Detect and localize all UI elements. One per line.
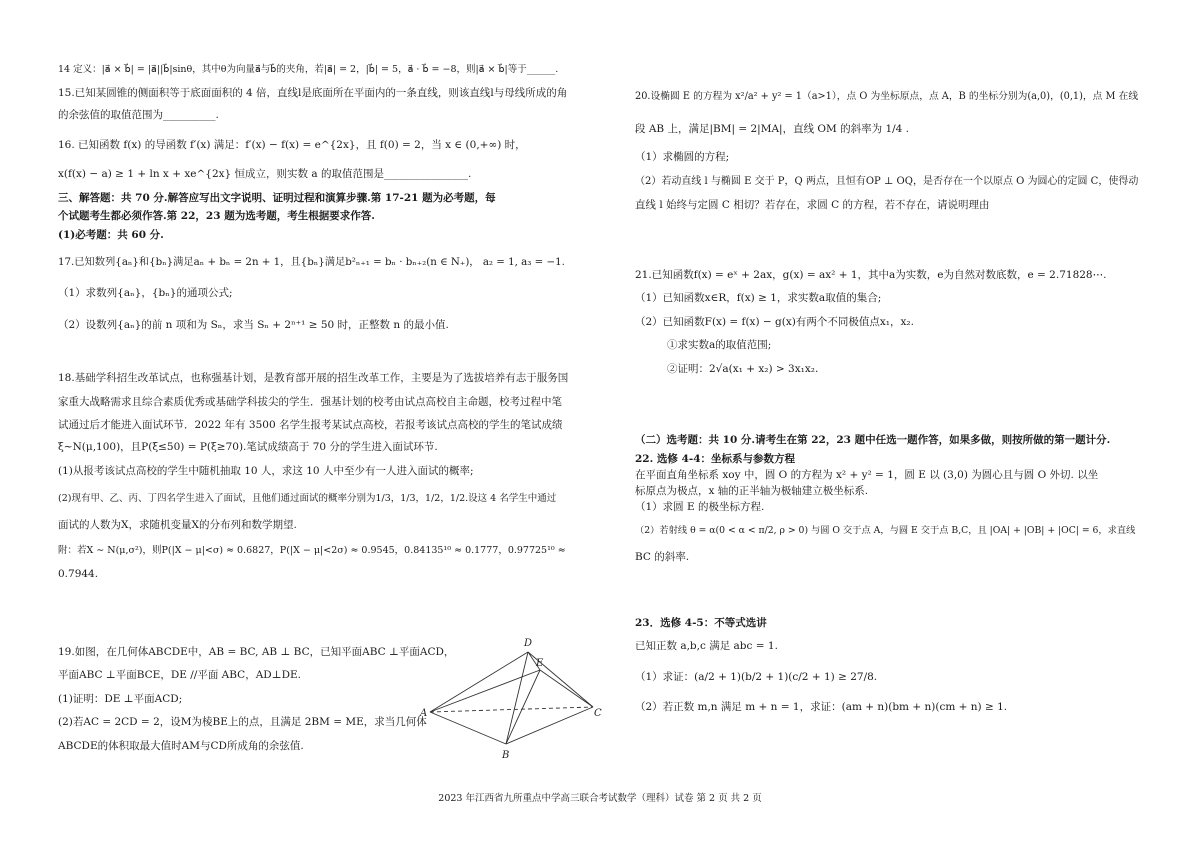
required-questions-heading: (1)必考题：共 60 分. <box>58 229 164 241</box>
label-c: C <box>594 708 602 719</box>
question-20-line-1: 20.设椭圆 E 的方程为 x²/a² + y² = 1（a>1），点 O 为坐标原点，点 A，B 的坐标分别为(a,0)，(0,1)，点 M 在线 <box>635 91 1139 102</box>
question-21-part-2: （2）已知函数F(x) = f(x) − g(x)有两个不同极值点x₁，x₂. <box>635 316 914 328</box>
question-18-part-1: (1)从报考该试点高校的学生中随机抽取 10 人，求这 10 人中至少有一人进入面试的概率; <box>58 465 474 477</box>
edge-ac-hidden <box>430 707 593 712</box>
question-23-condition: 已知正数 a,b,c 满足 abc = 1. <box>635 640 778 652</box>
question-17-part-2: （2）设数列{aₙ}的前 n 项和为 Sₙ，求当 Sₙ + 2ⁿ⁺¹ ≥ 50 时，正整数 n 的最小值. <box>58 319 449 331</box>
question-23-part-1: （1）求证：(a/2 + 1)(b/2 + 1)(c/2 + 1) ≥ 27/8. <box>635 671 878 683</box>
question-22-part-2-cont: BC 的斜率. <box>635 551 690 563</box>
edge-ad <box>430 652 528 712</box>
question-22-part-2: （2）若射线 θ = α(0 < α < π/2, ρ > 0) 与圆 O 交于点 A，与圆 E 交于点 B,C，且 |OA| + |OB| + |OC| = 6，求直线 <box>635 525 1136 536</box>
elective-heading: （二）选考题：共 10 分.请考生在第 22，23 题中任选一题作答，如果多做，则按所做的第一题计分. <box>635 434 1111 446</box>
question-18-line-2: 家重大战略需求且综合素质优秀或基础学科拔尖的学生．强基计划的校考由试点高校自主命题，校考过程中笔 <box>58 396 562 408</box>
edge-ab <box>430 712 506 744</box>
question-21: 21.已知函数f(x) = eˣ + 2ax，g(x) = ax² + 1，其中a为实数，e为自然对数底数，e = 2.71828⋯. <box>635 269 1107 281</box>
page-footer: 2023 年江西省九所重点中学高三联合考试数学（理科）试卷 第 2 页 共 2 页 <box>438 793 762 804</box>
question-18-part-2: (2)现有甲、乙、丙、丁四名学生进入了面试，且他们通过面试的概率分别为1/3，1/3，1/2，1/2.设这 4 名学生中通过 <box>58 493 557 504</box>
question-22-line-2: 标原点为极点，x 轴的正半轴为极轴建立极坐标系. <box>635 485 869 497</box>
question-20-part-1: （1）求椭圆的方程; <box>635 151 730 163</box>
question-22-line-1: 在平面直角坐标系 xoy 中，圆 O 的方程为 x² + y² = 1，圆 E 以 (3,0) 为圆心且与圆 O 外切. 以坐 <box>635 469 1099 481</box>
question-18-appendix: 附：若X ∼ N(μ,σ²)，则P(|X − μ|<σ) ≈ 0.6827，P(|X − μ|<2σ) ≈ 0.9545，0.84135¹⁰ ≈ 0.1777，0.97725¹⁰ ≈ <box>58 545 566 556</box>
question-23-part-2: （2）若正数 m,n 满足 m + n = 1，求证：(am + n)(bm + n)(cm + n) ≥ 1. <box>635 701 1008 713</box>
question-18-line-1: 18.基础学科招生改革试点，也称强基计划，是教育部开展的招生改革工作，主要是为了选拔培养有志于服务国 <box>58 372 569 384</box>
question-18-line-3: 试通过后才能进入面试环节．2022 年有 3500 名学生报考某试点高校，若报考该试点高校的学生的笔试成绩 <box>58 419 563 431</box>
edge-bc <box>506 707 593 744</box>
label-e: E <box>536 658 544 669</box>
question-21-part-2-ii: ②证明：2√a(x₁ + x₂) > 3x₁x₂. <box>667 363 819 375</box>
question-20-line-2: 段 AB 上，满足|BM| = 2|MA|，直线 OM 的斜率为 1/4 . <box>635 123 910 135</box>
question-22-part-1: （1）求圆 E 的极坐标方程. <box>635 501 765 513</box>
label-d: D <box>524 638 533 649</box>
label-b: B <box>502 750 510 761</box>
question-17-part-1: （1）求数列{aₙ}，{bₙ}的通项公式; <box>58 287 233 299</box>
question-19-line-2: 平面ABC ⊥平面BCE，DE //平面 ABC，AD⊥DE. <box>58 669 302 681</box>
question-17: 17.已知数列{aₙ}和{bₙ}满足aₙ + bₙ = 2n + 1，且{bₙ}满足b²ₙ₊₁ = bₙ · bₙ₊₂(n ∈ N₊)， a₂ = 1, a₃ = −1. <box>58 256 565 268</box>
question-23-heading: 23．选修 4-5：不等式选讲 <box>635 617 767 629</box>
question-18-appendix-cont: 0.7944. <box>58 568 99 580</box>
edge-ec <box>540 670 593 707</box>
question-16-line-2: x(f(x) − a) ≥ 1 + ln x + xe^{2x} 恒成立，则实数 a 的取值范围是________________. <box>58 168 472 180</box>
label-a: A <box>420 708 428 719</box>
question-19-part-1: (1)证明：DE ⊥平面ACD; <box>58 693 183 705</box>
question-20-part-2: （2）若动直线 l 与椭圆 E 交于 P，Q 两点，且恒有OP ⊥ OQ，是否存在一个以原点 O 为圆心的定圆 C，使得动 <box>635 176 1139 187</box>
question-19-line-1: 19.如图，在几何体ABCDE中，AB = BC, AB ⊥ BC，已知平面ABC ⊥平面ACD， <box>58 646 455 658</box>
section-3-heading-1: 三、解答题：共 70 分.解答应写出文字说明、证明过程和演算步骤.第 17-21 题为必考题，每 <box>58 192 496 204</box>
question-19-part-2-cont: ABCDE的体积取最大值时AM与CD所成角的余弦值. <box>58 740 304 752</box>
edge-db <box>506 652 528 744</box>
question-16-line-1: 16. 已知函数 f(x) 的导函数 f′(x) 满足：f′(x) − f(x) = e^{2x}，且 f(0) = 2，当 x ∈ (0,+∞) 时， <box>58 139 526 151</box>
question-18-line-4: ξ∼N(μ,100)，且P(ξ≤50) = P(ξ≥70).笔试成绩高于 70 分的学生进入面试环节. <box>58 441 438 453</box>
section-3-heading-2: 个试题考生都必须作答.第 22，23 题为选考题，考生根据要求作答. <box>58 210 375 222</box>
question-21-part-1: （1）已知函数x∈R，f(x) ≥ 1，求实数a取值的集合; <box>635 292 882 304</box>
question-21-part-2-i: ①求实数a的取值范围; <box>667 339 772 351</box>
question-15-line-1: 15.已知某圆锥的侧面积等于底面面积的 4 倍，直线l是底面所在平面内的一条直线，则该直线l与母线所成的角 <box>58 87 568 99</box>
question-20-part-2-cont: 直线 l 始终与定圆 C 相切？若存在，求圆 C 的方程，若不存在，请说明理由 <box>635 199 990 211</box>
question-15-line-2: 的余弦值的取值范围为__________. <box>58 109 219 121</box>
question-22-heading: 22. 选修 4-4：坐标系与参数方程 <box>635 453 796 465</box>
question-18-part-2-cont: 面试的人数为X，求随机变量X的分布列和数学期望. <box>58 519 297 531</box>
geometry-figure <box>418 632 608 762</box>
question-14: 14 定义：|a⃗ × b⃗| = |a⃗||b⃗|sinθ，其中θ为向量a⃗与b⃗的夹角，若|a⃗| = 2，|b⃗| = 5，a⃗ · b⃗ = −8，则|a⃗ × b⃗|等于______. <box>58 64 559 75</box>
question-19-part-2: (2)若AC = 2CD = 2，设M为棱BE上的点，且满足 2BM = ME，求当几何体 <box>58 716 427 728</box>
